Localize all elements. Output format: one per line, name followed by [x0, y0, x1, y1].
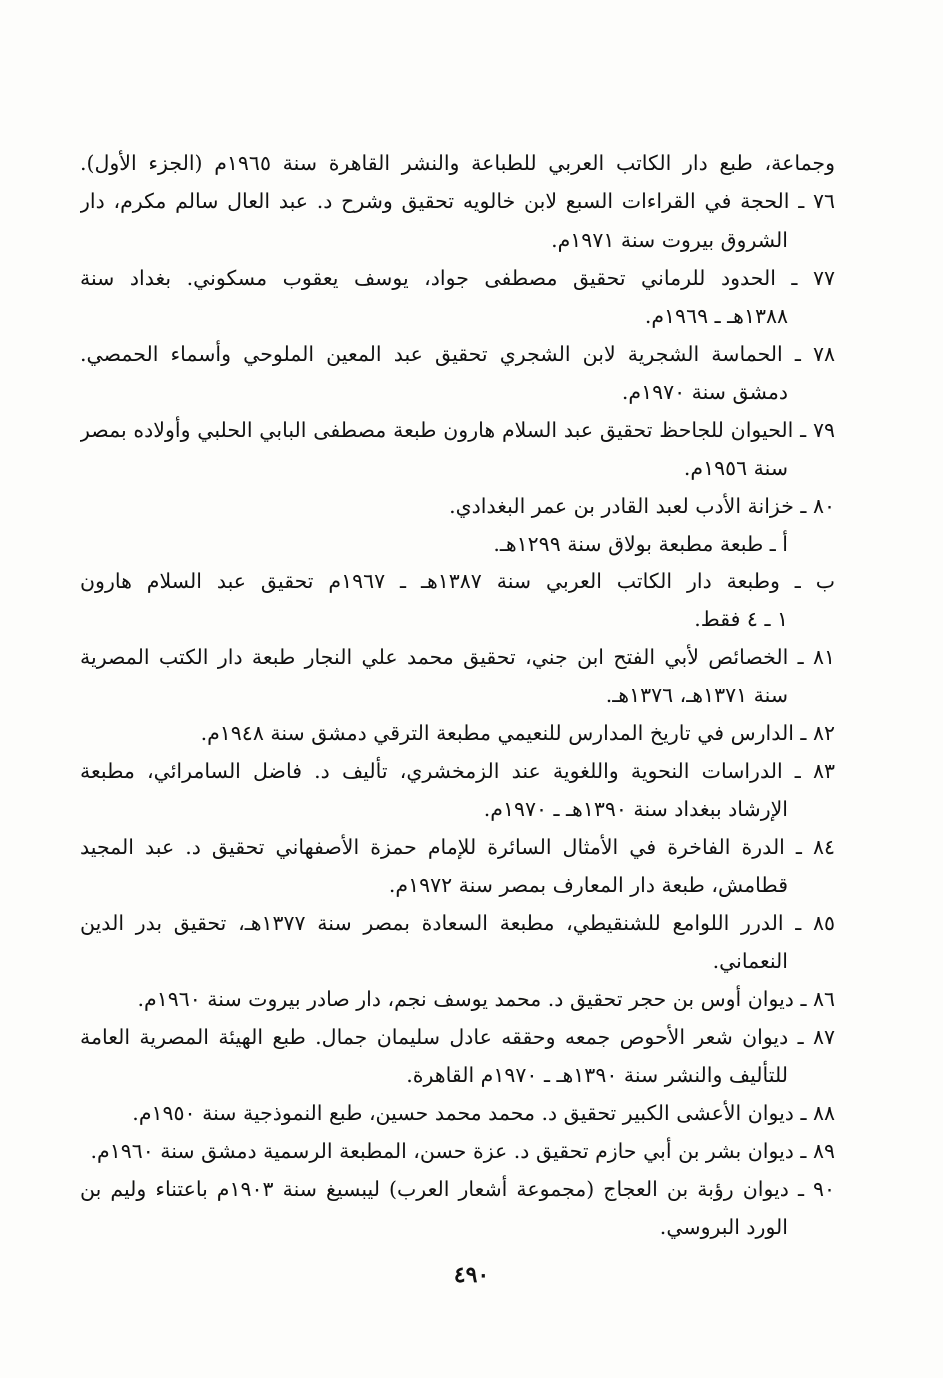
line-1: وجماعة، طبع دار الكاتب العربي للطباعة والنشر القاهرة سنة ١٩٦٥م (الجزء الأول).	[80, 151, 835, 175]
line-16: ٨٢ ـ الدارس في تاريخ المدارس للنعيمي مطبعة الترقي دمشق سنة ١٩٤٨م.	[200, 721, 835, 745]
line-7: دمشق سنة ١٩٧٠م.	[621, 380, 788, 404]
line-2: ٧٦ ـ الحجة في القراءات السبع لابن خالويه تحقيق وشرح د. عبد العال سالم مكرم، دار	[80, 189, 835, 213]
line-12: ب ـ وطبعة دار الكاتب العربي سنة ١٣٨٧هـ ـ ١٩٦٧م تحقيق عبد السلام هارون	[80, 569, 835, 593]
line-26: ٨٨ ـ ديوان الأعشى الكبير تحقيق د. محمد محمد حسين، طبع النموذجية سنة ١٩٥٠م.	[132, 1101, 835, 1125]
line-5: ١٣٨٨هـ ـ ١٩٦٩م.	[644, 304, 788, 328]
line-18: الإرشاد ببغداد سنة ١٣٩٠هـ ـ ١٩٧٠م.	[483, 797, 788, 821]
line-10: ٨٠ ـ خزانة الأدب لعبد القادر بن عمر البغدادي.	[449, 494, 835, 518]
line-29: الورد البروسي.	[659, 1215, 788, 1239]
line-20: قطامش، طبعة دار المعارف بمصر سنة ١٩٧٢م.	[388, 873, 788, 897]
line-14: ٨١ ـ الخصائص لأبي الفتح ابن جني، تحقيق محمد علي النجار طبعة دار الكتب المصرية	[80, 645, 835, 669]
line-21: ٨٥ ـ الدرر اللوامع للشنقيطي، مطبعة السعادة بمصر سنة ١٣٧٧هـ، تحقيق بدر الدين	[80, 911, 835, 935]
line-22: النعماني.	[712, 949, 788, 973]
line-15: سنة ١٣٧١هـ، ١٣٧٦هـ.	[605, 683, 788, 707]
line-4: ٧٧ ـ الحدود للرماني تحقيق مصطفى جواد، يوسف يعقوب مسكوني. بغداد سنة	[80, 266, 835, 290]
line-9: سنة ١٩٥٦م.	[683, 456, 788, 480]
line-24: ٨٧ ـ ديوان شعر الأحوص جمعه وحققه عادل سليمان جمال. طبع الهيئة المصرية العامة	[80, 1025, 835, 1049]
line-17: ٨٣ ـ الدراسات النحوية واللغوية عند الزمخشري، تأليف د. فاضل السامرائي، مطبعة	[80, 759, 835, 783]
line-13: ١ ـ ٤ فقط.	[694, 607, 788, 631]
page-number: ٤٩٠	[453, 1262, 490, 1288]
line-27: ٨٩ ـ ديوان بشر بن أبي حازم تحقيق د. عزة حسن، المطبعة الرسمية دمشق سنة ١٩٦٠م.	[90, 1139, 835, 1163]
line-11: أ ـ طبعة مطبعة بولاق سنة ١٢٩٩هـ.	[493, 532, 788, 556]
line-8: ٧٩ ـ الحيوان للجاحظ تحقيق عبد السلام هارون طبعة مصطفى البابي الحلبي وأولاده بمصر	[80, 418, 835, 442]
line-25: للتأليف والنشر سنة ١٣٩٠هـ ـ ١٩٧٠م القاهرة.	[406, 1063, 788, 1087]
line-23: ٨٦ ـ ديوان أوس بن حجر تحقيق د. محمد يوسف نجم، دار صادر بيروت سنة ١٩٦٠م.	[137, 987, 835, 1011]
line-19: ٨٤ ـ الدرة الفاخرة في الأمثال السائرة للإمام حمزة الأصفهاني تحقيق د. عبد المجيد	[80, 835, 835, 859]
line-28: ٩٠ ـ ديوان رؤبة بن العجاج (مجموعة أشعار العرب) ليبسيغ سنة ١٩٠٣م باعتناء وليم بن	[80, 1177, 835, 1201]
line-3: الشروق بيروت سنة ١٩٧١م.	[551, 228, 788, 252]
line-6: ٧٨ ـ الحماسة الشجرية لابن الشجري تحقيق عبد المعين الملوحي وأسماء الحمصي.	[80, 342, 835, 366]
